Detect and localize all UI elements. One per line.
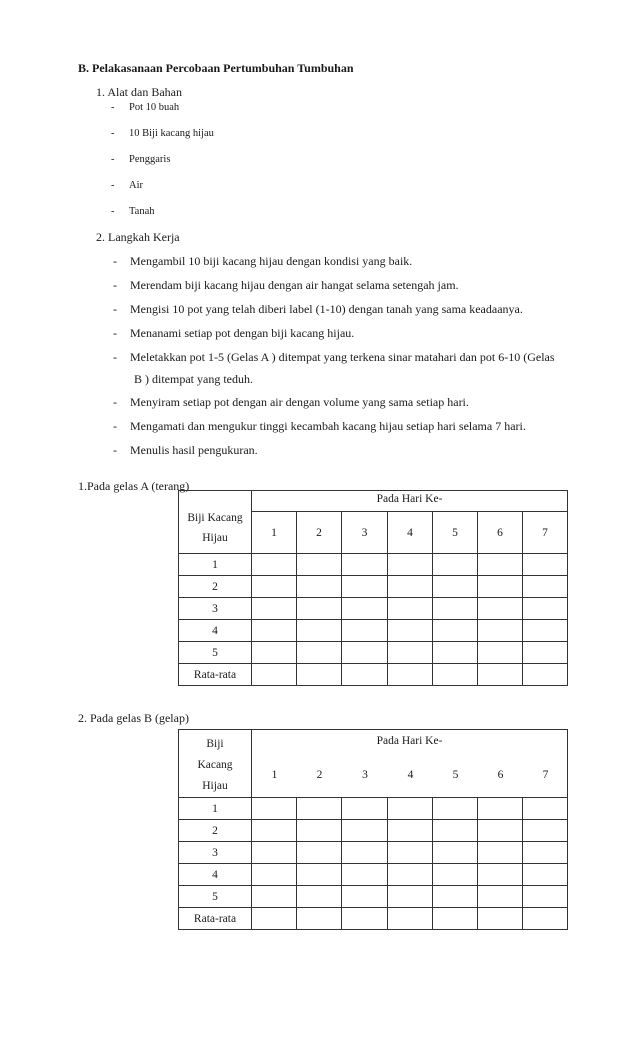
step-item: - Menulis hasil pengukuran. [113, 443, 258, 457]
table-row [179, 620, 568, 642]
table-a-day: 5 [433, 512, 478, 554]
table-b-corner-label: Biji Kacang Hijau [179, 730, 252, 798]
row-label: Rata-rata [179, 908, 252, 930]
cell [252, 642, 297, 664]
cell [252, 842, 297, 864]
table-a-corner-label: Biji Kacang Hijau [179, 491, 252, 554]
cell [433, 886, 478, 908]
table-b-day: 2 [316, 768, 323, 781]
table-a-day: 4 [388, 512, 433, 554]
cell [342, 576, 388, 598]
cell [297, 864, 342, 886]
cell [342, 664, 388, 686]
cell [297, 886, 342, 908]
cell [523, 908, 568, 930]
cell [523, 642, 568, 664]
row-label: 1 [179, 554, 252, 576]
cell [523, 554, 568, 576]
cell [342, 554, 388, 576]
row-label: 3 [179, 598, 252, 620]
materials-title: 1. Alat dan Bahan [96, 85, 182, 99]
cell [342, 820, 388, 842]
material-item: - Pot 10 buah [111, 102, 180, 113]
table-a-day: 7 [523, 512, 568, 554]
row-label: 5 [179, 642, 252, 664]
step-item: - Meletakkan pot 1-5 (Gelas A ) ditempat yang terkena sinar matahari dan pot 6-10 (Gelas [113, 350, 555, 364]
cell [342, 908, 388, 930]
cell [342, 886, 388, 908]
cell [388, 820, 433, 842]
cell [388, 908, 433, 930]
cell [523, 820, 568, 842]
cell [478, 664, 523, 686]
cell [478, 576, 523, 598]
cell [297, 642, 342, 664]
cell [478, 842, 523, 864]
cell [478, 908, 523, 930]
cell [297, 664, 342, 686]
cell [433, 554, 478, 576]
cell [342, 842, 388, 864]
cell [297, 798, 342, 820]
table-b-day: 7 [542, 768, 549, 781]
cell [478, 620, 523, 642]
table-row [179, 820, 568, 842]
table-a [178, 490, 568, 686]
section-heading: B. Pelakasanaan Percobaan Pertumbuhan Tumbuhan [78, 61, 354, 75]
table-row [179, 576, 568, 598]
cell [433, 908, 478, 930]
table-b-day: 1 [271, 768, 278, 781]
cell [388, 598, 433, 620]
row-label: 5 [179, 886, 252, 908]
cell [478, 886, 523, 908]
row-label: 4 [179, 620, 252, 642]
table-row [179, 864, 568, 886]
cell [297, 842, 342, 864]
cell [433, 576, 478, 598]
cell [388, 642, 433, 664]
cell [433, 820, 478, 842]
table-a-day: 3 [342, 512, 388, 554]
material-item: - Penggaris [111, 154, 171, 165]
cell [252, 908, 297, 930]
cell [342, 598, 388, 620]
row-label: 4 [179, 864, 252, 886]
table-a-caption: 1.Pada gelas A (terang) [78, 479, 190, 493]
cell [297, 576, 342, 598]
cell [523, 842, 568, 864]
table-b-caption: 2. Pada gelas B (gelap) [78, 711, 189, 725]
cell [252, 620, 297, 642]
cell [297, 620, 342, 642]
row-label: 1 [179, 798, 252, 820]
cell [388, 886, 433, 908]
cell [523, 864, 568, 886]
cell [297, 598, 342, 620]
steps-title: 2. Langkah Kerja [96, 230, 180, 244]
cell [342, 798, 388, 820]
row-label: 3 [179, 842, 252, 864]
table-row [179, 842, 568, 864]
cell [523, 576, 568, 598]
row-label: 2 [179, 820, 252, 842]
cell [523, 620, 568, 642]
cell [523, 664, 568, 686]
cell [478, 642, 523, 664]
cell [252, 576, 297, 598]
table-a-day: 6 [478, 512, 523, 554]
table-b [178, 729, 568, 930]
cell [523, 798, 568, 820]
cell [478, 798, 523, 820]
cell [433, 864, 478, 886]
step-continuation: B ) ditempat yang teduh. [134, 372, 253, 386]
table-b-day: 4 [407, 768, 414, 781]
cell [523, 598, 568, 620]
material-item: - 10 Biji kacang hijau [111, 128, 214, 139]
cell [433, 664, 478, 686]
cell [388, 554, 433, 576]
table-row [179, 908, 568, 930]
table-row [179, 554, 568, 576]
cell [433, 798, 478, 820]
cell [252, 664, 297, 686]
table-a-day: 2 [297, 512, 342, 554]
cell [478, 598, 523, 620]
table-row [179, 664, 568, 686]
table-b-day: 5 [452, 768, 459, 781]
cell [252, 886, 297, 908]
step-item: - Menyiram setiap pot dengan air dengan volume yang sama setiap hari. [113, 395, 469, 409]
table-b-day: 3 [362, 768, 368, 781]
table-row [179, 886, 568, 908]
cell [342, 620, 388, 642]
table-a-days-header: Pada Hari Ke- [252, 491, 568, 512]
cell [478, 820, 523, 842]
cell [388, 576, 433, 598]
cell [478, 864, 523, 886]
cell [433, 598, 478, 620]
cell [252, 554, 297, 576]
step-item: - Mengisi 10 pot yang telah diberi label (1-10) dengan tanah yang sama keadaanya. [113, 302, 523, 316]
cell [388, 620, 433, 642]
cell [433, 642, 478, 664]
cell [297, 554, 342, 576]
step-item: - Merendam biji kacang hijau dengan air hangat selama setengah jam. [113, 278, 459, 292]
cell [433, 620, 478, 642]
table-b-days-header: Pada Hari Ke- [376, 734, 443, 747]
cell [388, 842, 433, 864]
table-b-day: 6 [497, 768, 504, 781]
cell [433, 842, 478, 864]
step-item: - Mengamati dan mengukur tinggi kecambah kacang hijau setiap hari selama 7 hari. [113, 419, 526, 433]
table-row [179, 798, 568, 820]
material-item: - Tanah [111, 206, 155, 217]
cell [297, 908, 342, 930]
cell [388, 798, 433, 820]
cell [388, 864, 433, 886]
row-label: 2 [179, 576, 252, 598]
table-row [179, 598, 568, 620]
step-item: - Mengambil 10 biji kacang hijau dengan kondisi yang baik. [113, 254, 413, 268]
table-a-day: 1 [252, 512, 297, 554]
cell [252, 864, 297, 886]
material-item: - Air [111, 180, 143, 191]
step-item: - Menanami setiap pot dengan biji kacang hijau. [113, 326, 355, 340]
cell [478, 554, 523, 576]
cell [388, 664, 433, 686]
cell [297, 820, 342, 842]
cell [342, 642, 388, 664]
table-b-days-block [252, 730, 568, 798]
cell [523, 886, 568, 908]
cell [342, 864, 388, 886]
cell [252, 798, 297, 820]
cell [252, 598, 297, 620]
cell [252, 820, 297, 842]
table-row [179, 642, 568, 664]
row-label: Rata-rata [179, 664, 252, 686]
